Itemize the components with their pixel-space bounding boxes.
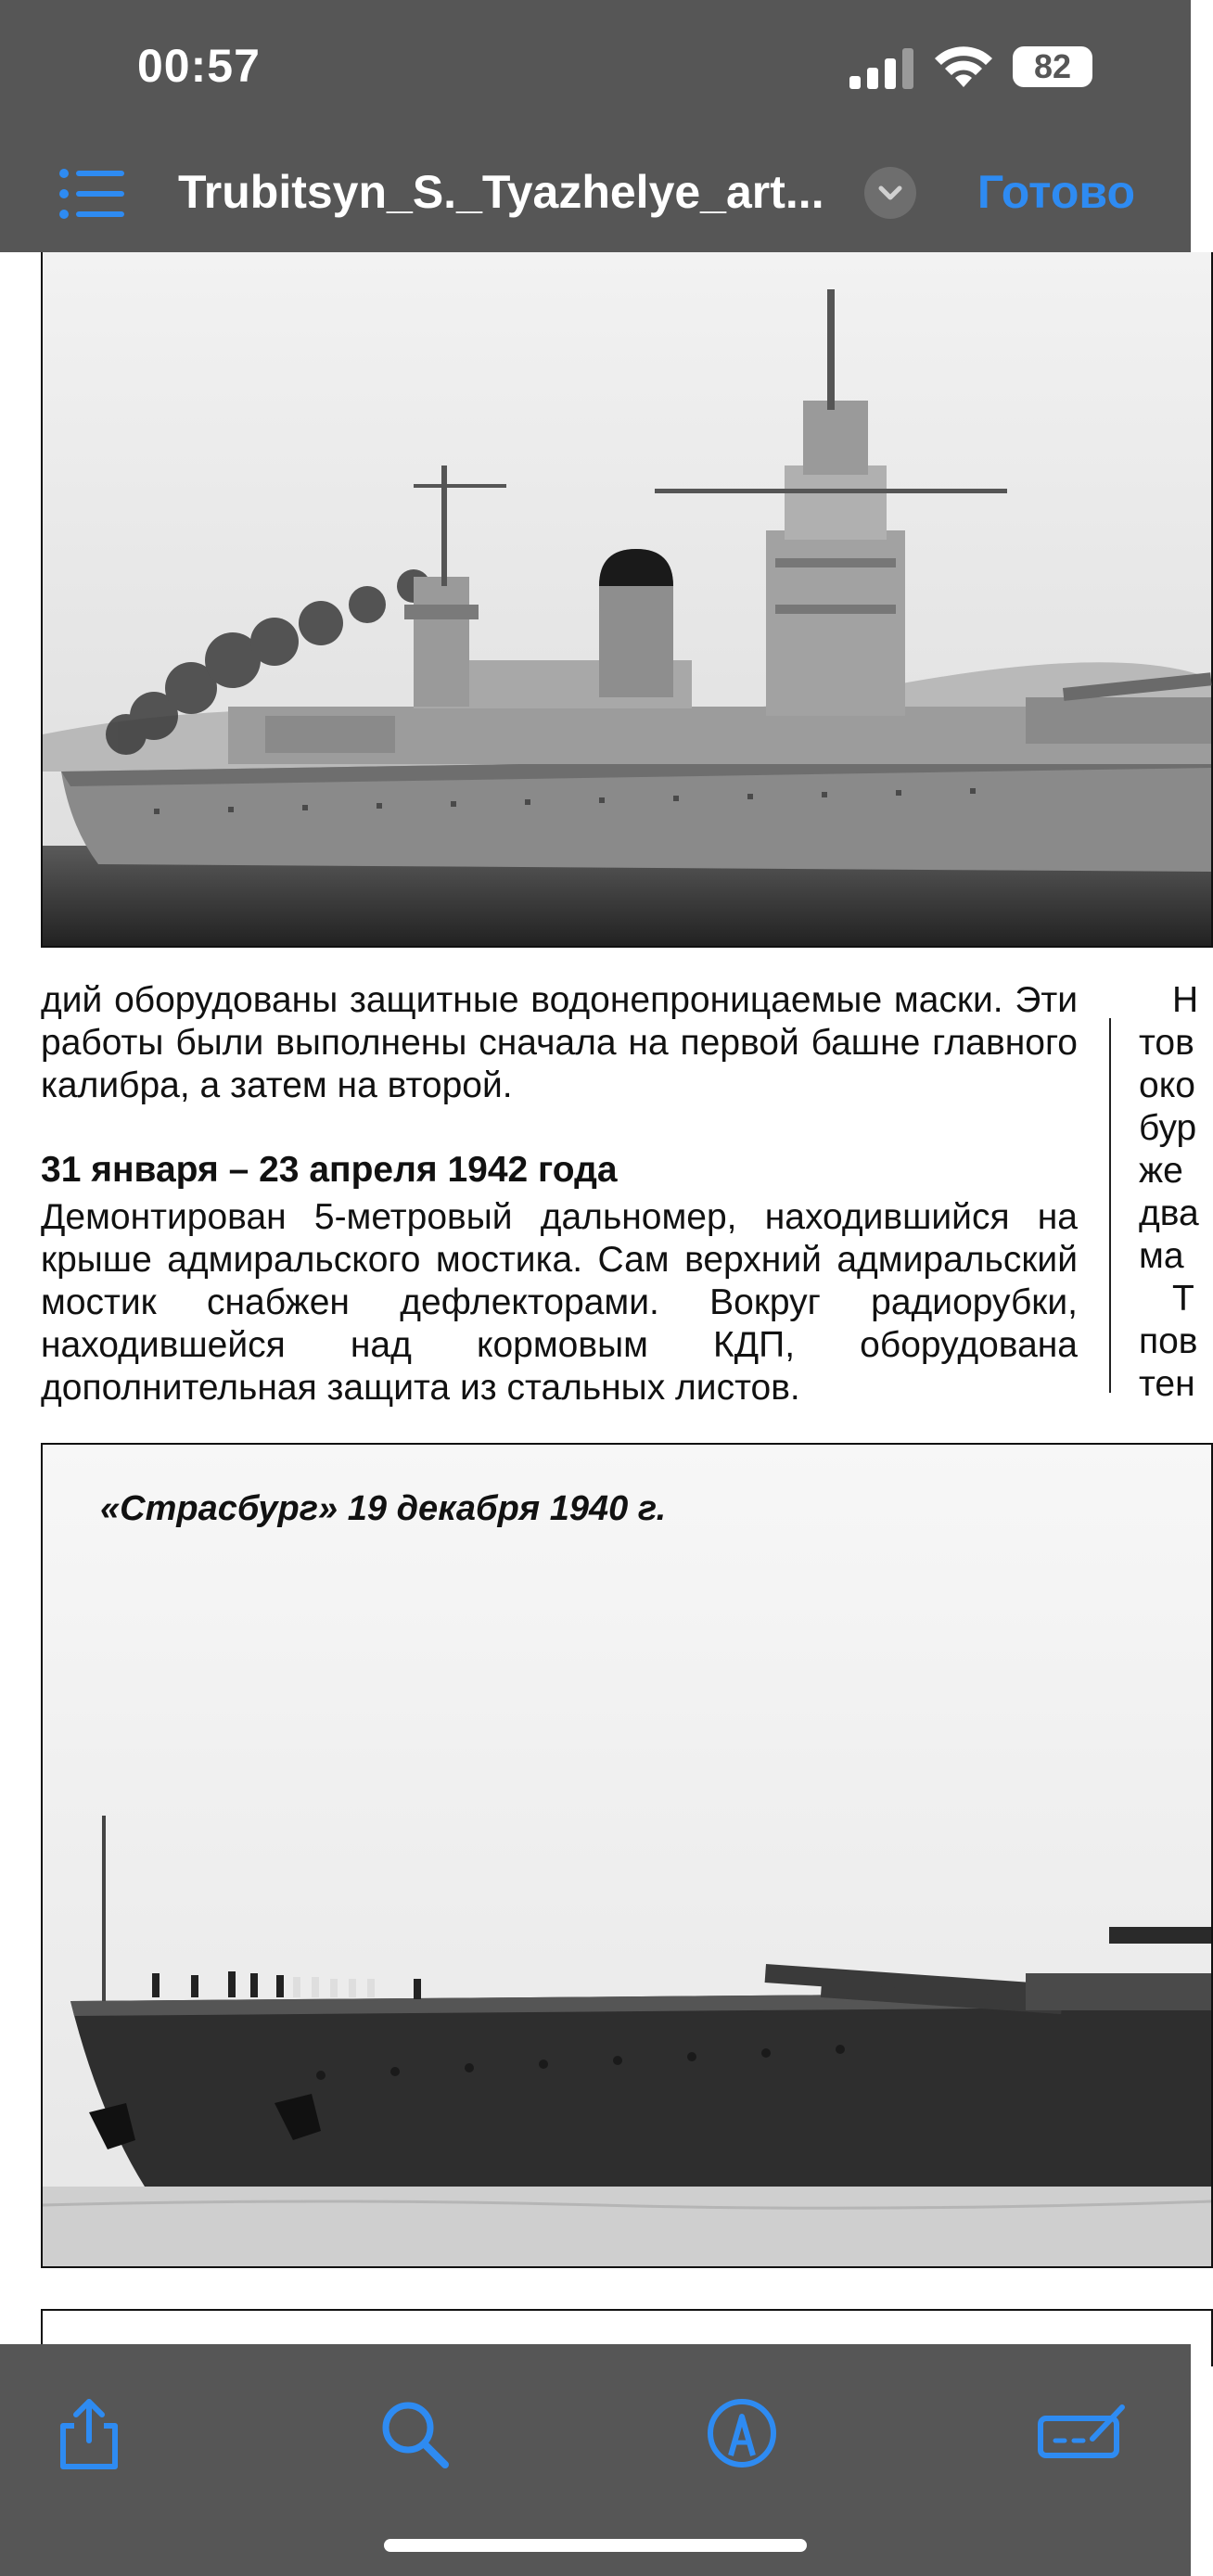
chevron-down-icon (864, 167, 916, 219)
fragment: око (1139, 1065, 1195, 1105)
cellular-signal-icon (849, 48, 916, 89)
body-paragraph-2: Демонтирован 5-метровый дальномер, находившийся на крыше адмиральского мостика. Сам верхний адмиральский мостик снабжен дефлекторами. Вокруг радиорубки, находившейся над кормовым КДП, оборудована дополнительная защита из стальных листов. (41, 1197, 1078, 1408)
strasbourg-illustration (43, 1445, 1211, 2266)
fragment: ма (1139, 1236, 1184, 1276)
navigation-bar (0, 148, 1191, 241)
battleship-photo (41, 252, 1213, 948)
search-icon[interactable] (375, 2394, 453, 2472)
document-page (0, 252, 1199, 2344)
top-bar (0, 0, 1191, 252)
document-title[interactable]: Trubitsyn_S._Tyazhelye_art... (178, 166, 824, 218)
fragment: тов (1139, 1023, 1194, 1063)
photo-caption: «Страсбург» 19 декабря 1940 г. (100, 1489, 667, 1528)
right-column-fragments (1139, 979, 1199, 1406)
markup-icon[interactable] (703, 2394, 781, 2472)
fragment: же (1139, 1151, 1183, 1191)
done-button[interactable]: Готово (977, 166, 1135, 218)
fragment: Т (1172, 1279, 1194, 1319)
battleship-illustration (43, 252, 1211, 946)
fragment: два (1139, 1193, 1199, 1233)
section-heading: 31 января – 23 апреля 1942 года (41, 1150, 618, 1190)
status-time: 00:57 (137, 40, 261, 92)
title-menu-button[interactable] (864, 167, 916, 219)
home-indicator[interactable] (384, 2539, 807, 2552)
fragment: пов (1139, 1321, 1198, 1361)
list-icon[interactable] (59, 167, 124, 221)
bottom-toolbar (0, 2344, 1191, 2576)
wifi-icon (933, 45, 994, 89)
status-icons (768, 45, 1102, 96)
body-paragraph-1: дий оборудованы защитные водонепроницаемые маски. Эти работы были выполнены сначала на первой башне главного калибра, а затем на второй. (41, 980, 1078, 1105)
strasbourg-photo (41, 1443, 1213, 2268)
share-icon[interactable] (50, 2394, 128, 2472)
battery-level: 82 (1033, 47, 1072, 85)
battery-indicator (1013, 46, 1092, 87)
sign-icon[interactable] (1037, 2394, 1130, 2472)
column-divider (1109, 1018, 1111, 1393)
fragment: Н (1172, 980, 1199, 1020)
fragment: тен (1139, 1364, 1195, 1404)
fragment: бур (1139, 1108, 1197, 1148)
